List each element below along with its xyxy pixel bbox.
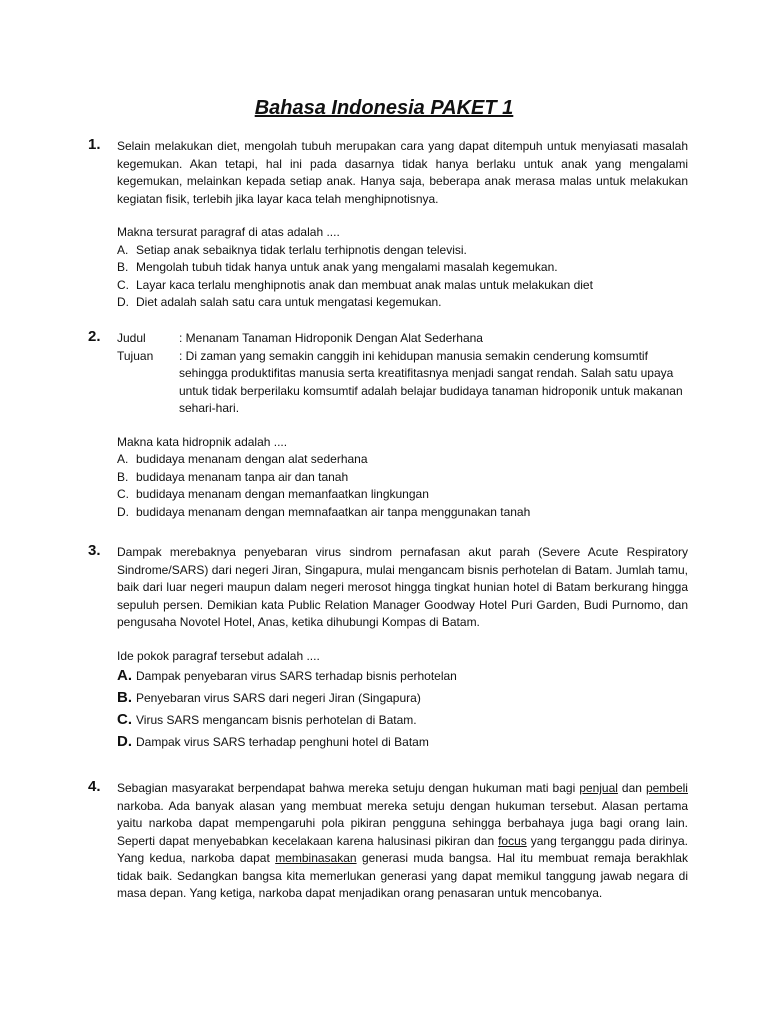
paragraph-text: Sebagian masyarakat berpendapat bahwa mereka setuju dengan hukuman mati bagi	[117, 781, 580, 795]
question-number: 4.	[88, 778, 101, 795]
option-text: Penyebaran virus SARS dari negeri Jiran (Singapura)	[136, 691, 421, 705]
option-letter: D.	[117, 295, 129, 309]
option-a	[117, 451, 688, 469]
option-text: budidaya menanam dengan memanfaatkan lingkungan	[136, 487, 429, 501]
question-paragraph: Selain melakukan diet, mengolah tubuh merupakan cara yang dapat ditempuh untuk menyiasati masalah kegemukan. Akan tetapi, hal ini pada dasarnya tidak hanya berlaku untuk anak yang mengalami kegemukan, melainkan kepada setiap anak. Hanya saja, beberapa anak merasa malas untuk melakukan kegiatan fisik, terlebih jika layar kaca telah menghipnotisnya.	[117, 139, 688, 206]
option-d	[117, 294, 688, 312]
page-title: Bahasa Indonesia PAKET 1	[254, 97, 514, 119]
option-b	[117, 469, 688, 487]
underlined-word: penjual	[579, 781, 618, 795]
option-d	[117, 504, 688, 522]
option-text: Layar kaca terlalu menghipnotis anak dan membuat anak malas untuk melakukan diet	[136, 277, 593, 292]
judul-value: : Menanam Tanaman Hidroponik Dengan Alat Sederhana	[179, 331, 483, 345]
option-letter: D.	[117, 504, 129, 519]
tujuan-label: Tujuan	[117, 348, 154, 363]
options-list	[117, 242, 688, 312]
underlined-word: pembeli	[645, 781, 688, 795]
option-letter: A.	[117, 242, 129, 257]
underlined-word: membinasakan	[275, 851, 357, 865]
option-letter: A.	[117, 667, 132, 684]
option-d	[117, 731, 688, 753]
paragraph-text: yang terganggu pada dirinya. Yang kedua, narkoba dapat	[117, 833, 688, 865]
option-b	[117, 687, 688, 709]
question-prompt: Makna kata hidropnik adalah ....	[117, 434, 288, 449]
underlined-word: focus	[498, 833, 527, 848]
question-4	[88, 780, 688, 903]
option-a	[117, 665, 688, 687]
option-letter: D.	[117, 733, 132, 750]
tujuan-row	[117, 348, 688, 418]
option-c	[117, 709, 688, 731]
question-number: 2.	[88, 328, 101, 345]
question-paragraph	[117, 780, 688, 903]
question-prompt: Ide pokok paragraf tersebut adalah ....	[117, 648, 320, 663]
option-letter: B.	[117, 469, 129, 484]
option-text: Dampak penyebaran virus SARS terhadap bisnis perhotelan	[136, 669, 457, 683]
question-3	[88, 544, 688, 753]
question-number: 1.	[88, 136, 101, 153]
option-letter: C.	[117, 711, 132, 728]
option-letter: B.	[117, 689, 132, 706]
option-letter: C.	[117, 487, 129, 501]
option-letter: A.	[117, 452, 129, 466]
option-text: Mengolah tubuh tidak hanya untuk anak yang mengalami masalah kegemukan.	[136, 260, 558, 274]
question-number: 3.	[88, 542, 101, 559]
option-text: Diet adalah salah satu cara untuk mengatasi kegemukan.	[136, 295, 442, 309]
paragraph-text: generasi muda bangsa. Hal itu membuat remaja berakhlak tidak baik. Sedangkan bangsa kita memerlukan generasi yang dapat memikul tanggung jawab negara di masa depan. Yang ketiga, narkoba dapat menjadikan orang penasaran untuk mencobanya.	[117, 851, 688, 900]
options-list	[117, 451, 688, 521]
paragraph-text: dan	[617, 781, 646, 795]
option-text: budidaya menanam tanpa air dan tanah	[136, 469, 349, 484]
option-c	[117, 277, 688, 295]
option-a	[117, 242, 688, 260]
judul-label: Judul	[117, 331, 146, 345]
question-2	[88, 330, 688, 521]
question-prompt: Makna tersurat paragraf di atas adalah ....	[117, 225, 340, 239]
option-c	[117, 486, 688, 504]
option-letter: C.	[117, 277, 129, 292]
option-text: Setiap anak sebaiknya tidak terlalu terhipnotis dengan televisi.	[136, 242, 467, 257]
tujuan-value: : Di zaman yang semakin canggih ini kehidupan manusia semakin cenderung komsumtif sehingga produktifitas manusia serta kreatifitasnya menjadi sangat rendah. Salah satu upaya untuk tidak berperilaku komsumtif adalah belajar budidaya tanaman hidroponik untuk makanan sehari-hari.	[179, 348, 683, 415]
paragraph-text: narkoba. Ada banyak alasan yang membuat mereka setuju dengan hukuman tersebut. Alasan pertama yaitu narkoba dapat mempengaruhi pola pikiran pengguna sehingga berbahaya juga bagi orang lain. Seperti dapat menyebabkan kecelakaan karena halusinasi pikiran dan	[117, 798, 688, 848]
option-text: Dampak virus SARS terhadap penghuni hotel di Batam	[136, 735, 429, 749]
judul-row	[117, 330, 688, 348]
option-text: budidaya menanam dengan memnafaatkan air tanpa menggunakan tanah	[136, 504, 531, 519]
options-list	[117, 665, 688, 753]
option-letter: B.	[117, 260, 129, 274]
option-text: Virus SARS mengancam bisnis perhotelan di Batam.	[136, 713, 417, 727]
option-text: budidaya menanam dengan alat sederhana	[136, 452, 368, 466]
question-1	[88, 138, 688, 312]
question-paragraph: Dampak merebaknya penyebaran virus sindrom pernafasan akut parah (Severe Acute Respiratory Sindrome/SARS) dari negeri Jiran, Singapura, mulai mengancam bisnis perhotelan di Batam. Jumlah tamu, baik dari luar negeri maupun dalam negeri merosot hingga tingkat hunian hotel di Batam berkurang hingga sepuluh persen. Demikian kata Public Relation Manager Goodway Hotel Puri Garden, Budi Purnomo, dan pengusaha Novotel Hotel, Anas, ketika dihubungi Kompas di Batam.	[117, 545, 688, 629]
option-b	[117, 259, 688, 277]
